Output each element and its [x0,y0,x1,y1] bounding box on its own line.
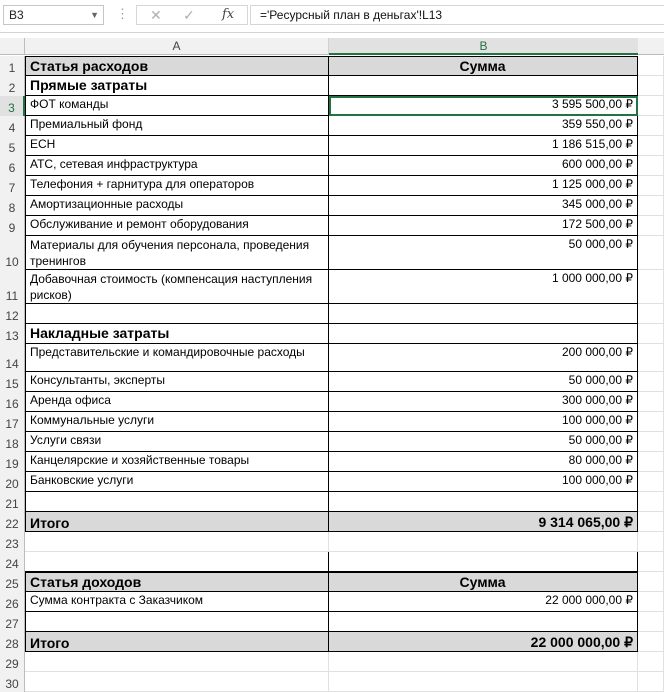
cell-b-text: 359 550,00 ₽ [561,117,633,131]
cell-a[interactable] [25,176,329,196]
cell-a[interactable] [25,552,329,572]
row-header[interactable]: 1 [0,56,25,76]
cell-c[interactable] [638,612,664,632]
cell-a[interactable] [25,392,329,412]
cell-b-text: 345 000,00 ₽ [561,197,633,211]
cell-a[interactable] [25,196,329,216]
cell-a[interactable] [25,652,329,672]
cell-a-text: АТС, сетевая инфраструктура [30,157,198,171]
cell-a-text: Обслуживание и ремонт оборудования [30,217,249,231]
cell-c[interactable] [638,304,664,324]
cell-b[interactable] [329,304,638,324]
row-header[interactable]: 10 [0,236,25,270]
cell-a-text: Аренда офиса [30,393,111,407]
cell-a[interactable] [25,632,329,652]
cell-c[interactable] [638,532,664,552]
chevron-down-icon[interactable]: ▼ [90,10,99,20]
row-header[interactable]: 30 [0,672,25,692]
formula-bar [0,0,664,33]
row-header[interactable]: 28 [0,632,25,652]
row-header[interactable]: 3 [0,96,25,116]
row-header[interactable]: 19 [0,452,25,472]
cell-a-text: Накладные затраты [30,325,170,341]
cell-a[interactable] [25,96,329,116]
cell-a[interactable] [25,452,329,472]
row-header[interactable]: 27 [0,612,25,632]
row-header[interactable]: 12 [0,304,25,324]
cell-a-text: ЕСН [30,137,56,151]
cell-a[interactable] [25,324,329,344]
cell-a[interactable] [25,592,329,612]
cell-a-text: Статья доходов [30,574,142,590]
cell-b[interactable] [329,196,638,216]
cell-b-text: 3 595 500,00 ₽ [551,97,633,111]
cell-b[interactable] [329,392,638,412]
column-header-b[interactable]: B [329,38,638,55]
cell-c[interactable] [638,270,664,304]
cell-c[interactable] [638,136,664,156]
cell-b[interactable] [329,412,638,432]
cell-a-text: ФОТ команды [30,97,109,111]
cell-a[interactable] [25,432,329,452]
cell-b[interactable] [329,492,638,512]
cell-c[interactable] [638,156,664,176]
cell-a[interactable] [25,136,329,156]
cell-b[interactable] [329,344,638,372]
cell-c[interactable] [638,96,664,116]
cell-a[interactable] [25,56,329,76]
cancel-icon[interactable]: ✕ [150,7,162,23]
cell-a[interactable] [25,344,329,372]
cell-b[interactable] [329,96,638,116]
cell-a-text: Премиальный фонд [30,117,143,131]
cell-c[interactable] [638,236,664,270]
row-header[interactable]: 23 [0,532,25,552]
cell-b-text: 200 000,00 ₽ [561,345,633,359]
cell-b[interactable] [329,136,638,156]
cell-b-text: Сумма [459,574,506,590]
cell-c[interactable] [638,324,664,344]
cell-a-text: Амортизационные расходы [30,197,184,211]
row-header[interactable]: 26 [0,592,25,612]
row-header[interactable]: 17 [0,412,25,432]
cell-b[interactable] [329,176,638,196]
row-header[interactable]: 16 [0,392,25,412]
name-box-value: B3 [9,8,24,22]
cell-a[interactable] [25,372,329,392]
cell-c[interactable] [638,652,664,672]
cell-b[interactable] [329,76,638,96]
cell-a[interactable] [25,270,329,304]
cell-c[interactable] [638,672,664,692]
cell-c[interactable] [638,452,664,472]
cell-b-text: Сумма [459,58,506,74]
cell-b[interactable] [329,216,638,236]
cell-a[interactable] [25,512,329,532]
formula-input[interactable]: ='Ресурсный план в деньгах'!L13 [250,5,664,25]
row-header[interactable]: 24 [0,552,25,572]
insert-function-icon[interactable]: fx [222,7,235,22]
cell-b[interactable] [329,452,638,472]
cell-b[interactable] [329,652,638,672]
cell-a-text: Статья расходов [30,58,149,74]
cell-a[interactable] [25,672,329,692]
select-all-corner[interactable] [0,38,25,55]
cell-b[interactable] [329,632,638,652]
row-header[interactable]: 13 [0,324,25,344]
cell-c[interactable] [638,472,664,492]
cell-b-text: 1 000 000,00 ₽ [551,271,633,285]
cell-b-text: 80 000,00 ₽ [568,453,633,467]
cell-b[interactable] [329,572,638,592]
row-header[interactable]: 22 [0,512,25,532]
cell-c[interactable] [638,572,664,592]
row-header[interactable]: 14 [0,344,25,372]
column-header-c[interactable] [638,38,664,55]
cell-b[interactable] [329,56,638,76]
cell-a[interactable] [25,304,329,324]
cell-c[interactable] [638,492,664,512]
cell-b[interactable] [329,324,638,344]
cell-b[interactable] [329,270,638,304]
cell-b-text: 300 000,00 ₽ [561,393,633,407]
cell-a-text: Представительские и командировочные расходы [30,345,305,359]
cell-b[interactable] [329,672,638,692]
cell-b-text: 9 314 065,00 ₽ [538,514,633,530]
row-header[interactable]: 2 [0,76,25,96]
cell-b[interactable] [329,612,638,632]
cell-a-text: Добавочная стоимость (компенсация наступления рисков) [30,272,313,302]
cell-b[interactable] [329,432,638,452]
cell-a-text: Услуги связи [30,433,102,447]
cell-a-text: Консультанты, эксперты [30,373,166,387]
cell-c[interactable] [638,116,664,136]
more-options-icon[interactable]: ⋮ [116,6,129,21]
row-header[interactable]: 20 [0,472,25,492]
cell-a[interactable] [25,612,329,632]
cell-b[interactable] [329,116,638,136]
row-header[interactable]: 7 [0,176,25,196]
cell-a-text: Коммунальные услуги [30,413,155,427]
cell-c[interactable] [638,344,664,372]
row-header[interactable]: 15 [0,372,25,392]
cell-c[interactable] [638,216,664,236]
cell-b-text: 100 000,00 ₽ [561,473,633,487]
row-header[interactable]: 8 [0,196,25,216]
cell-a-text: Прямые затраты [30,77,148,93]
cell-c[interactable] [638,76,664,96]
cell-c[interactable] [638,512,664,532]
cell-b-text: 50 000,00 ₽ [568,433,633,447]
cell-b[interactable] [329,472,638,492]
cell-c[interactable] [638,592,664,612]
name-box[interactable] [3,5,104,25]
row-header[interactable]: 29 [0,652,25,672]
cell-c[interactable] [638,196,664,216]
cell-a[interactable] [25,156,329,176]
formula-buttons [136,5,248,25]
cell-a[interactable] [25,412,329,432]
cell-a[interactable] [25,76,329,96]
cell-b[interactable] [329,552,638,572]
cell-a-text: Итого [30,635,70,651]
cell-c[interactable] [638,392,664,412]
cell-b-text: 22 000 000,00 ₽ [545,593,633,607]
cell-c[interactable] [638,432,664,452]
cell-c[interactable] [638,176,664,196]
enter-check-icon[interactable]: ✓ [183,7,195,23]
cell-b-text: 1 186 515,00 ₽ [551,137,633,151]
cell-a[interactable] [25,236,329,270]
cell-b-text: 100 000,00 ₽ [561,413,633,427]
cell-a[interactable] [25,472,329,492]
row-header[interactable]: 5 [0,136,25,156]
cell-b-text: 1 125 000,00 ₽ [551,177,633,191]
row-header[interactable]: 18 [0,432,25,452]
cell-c[interactable] [638,56,664,76]
cell-a-text: Банковские услуги [30,473,134,487]
cell-a[interactable] [25,532,329,552]
cell-a-text: Сумма контракта с Заказчиком [30,593,203,607]
cell-b[interactable] [329,156,638,176]
cell-a-text: Канцелярские и хозяйственные товары [30,453,250,467]
cell-c[interactable] [638,412,664,432]
cell-b-text: 50 000,00 ₽ [568,373,633,387]
cell-b[interactable] [329,372,638,392]
cell-b[interactable] [329,236,638,270]
cell-a[interactable] [25,492,329,512]
row-header[interactable]: 11 [0,270,25,304]
cell-b[interactable] [329,592,638,612]
row-header[interactable]: 21 [0,492,25,512]
row-header[interactable]: 25 [0,572,25,592]
cell-c[interactable] [638,372,664,392]
cell-b-text: 172 500,00 ₽ [561,217,633,231]
column-header-a[interactable]: A [25,38,329,55]
cell-b-text: 50 000,00 ₽ [568,237,633,251]
cell-a[interactable] [25,216,329,236]
cell-a-text: Материалы для обучения персонала, проведения тренингов [30,238,310,268]
cell-b[interactable] [329,512,638,532]
cell-a-text: Итого [30,515,70,531]
cell-b-text: 600 000,00 ₽ [561,157,633,171]
cell-c[interactable] [638,552,664,572]
cell-b-text: 22 000 000,00 ₽ [530,634,633,650]
cell-a[interactable] [25,116,329,136]
cell-b[interactable] [329,532,638,552]
cell-c[interactable] [638,632,664,652]
cell-a[interactable] [25,572,329,592]
row-header[interactable]: 6 [0,156,25,176]
row-header[interactable]: 4 [0,116,25,136]
row-header[interactable]: 9 [0,216,25,236]
cell-a-text: Телефония + гарнитура для операторов [30,177,255,191]
